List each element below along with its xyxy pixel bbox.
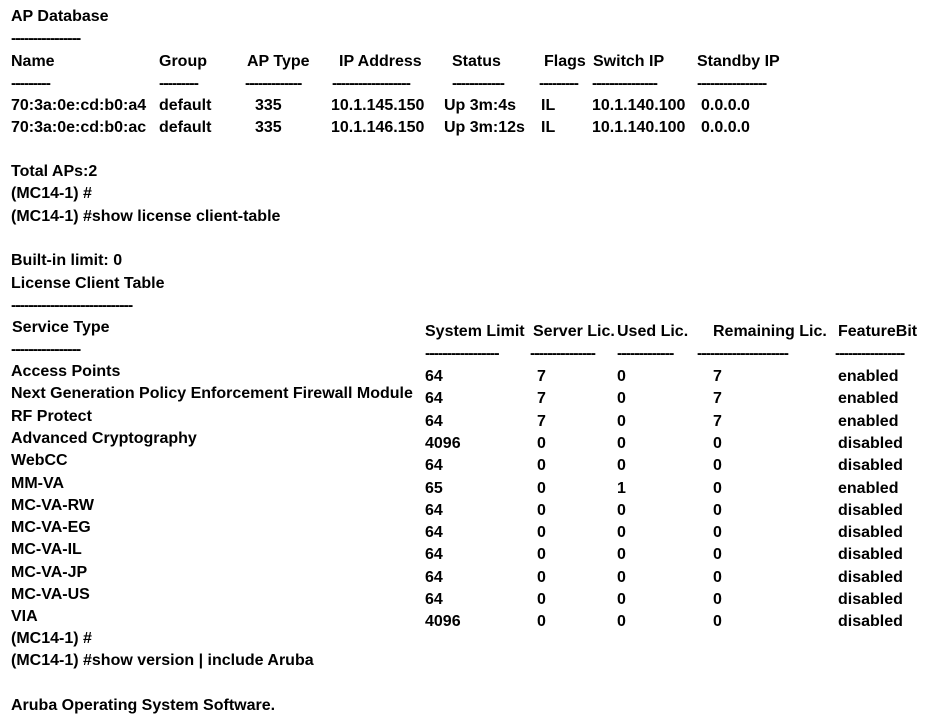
lic-cell-used-lic: 0 — [617, 502, 626, 519]
ap-dash-switchip: --------------- — [592, 75, 657, 92]
lic-cell-featurebit: disabled — [838, 613, 903, 630]
lic-cell-service-type: WebCC — [11, 452, 68, 469]
lic-cell-system-limit: 64 — [425, 390, 443, 407]
lic-cell-remaining-lic: 0 — [713, 591, 722, 608]
ap-row-standbyip: 0.0.0.0 — [701, 97, 750, 114]
ap-col-group: Group — [159, 53, 207, 70]
lic-cell-service-type: MM-VA — [11, 475, 65, 492]
lic-cell-featurebit: enabled — [838, 390, 899, 407]
lic-cell-featurebit: enabled — [838, 413, 899, 430]
ap-dash-group: --------- — [159, 75, 198, 92]
lic-cell-service-type: MC-VA-RW — [11, 497, 94, 514]
lic-cell-system-limit: 64 — [425, 524, 443, 541]
lic-cell-used-lic: 0 — [617, 591, 626, 608]
cli-prompt: (MC14-1) # — [11, 185, 92, 202]
lic-cell-remaining-lic: 7 — [713, 413, 722, 430]
lic-cell-system-limit: 64 — [425, 546, 443, 563]
aos-version-line: Aruba Operating System Software. — [11, 697, 276, 714]
lic-cell-used-lic: 0 — [617, 524, 626, 541]
lic-dash-featurebit: ---------------- — [835, 345, 905, 362]
lic-cell-used-lic: 0 — [617, 435, 626, 452]
lic-cell-server-lic: 0 — [537, 502, 546, 519]
lic-dash-server-lic: --------------- — [530, 345, 595, 362]
lic-dash-used-lic: ------------- — [617, 345, 674, 362]
ap-dash-ip: ------------------ — [332, 75, 410, 92]
lic-cell-server-lic: 0 — [537, 569, 546, 586]
lic-cell-service-type: VIA — [11, 608, 38, 625]
lic-col-used-lic: Used Lic. — [617, 323, 689, 340]
lic-col-service: Service Type — [12, 319, 110, 336]
ap-col-switchip: Switch IP — [593, 53, 665, 70]
cli-prompt: (MC14-1) # — [11, 630, 92, 647]
lic-cell-featurebit: disabled — [838, 457, 903, 474]
ap-row-aptype: 335 — [255, 119, 282, 136]
lic-cell-system-limit: 64 — [425, 368, 443, 385]
ap-dash-aptype: ------------- — [245, 75, 302, 92]
builtin-limit: Built-in limit: 0 — [11, 252, 123, 269]
lic-cell-system-limit: 64 — [425, 413, 443, 430]
lic-cell-remaining-lic: 0 — [713, 546, 722, 563]
lic-cell-server-lic: 0 — [537, 457, 546, 474]
lic-cell-service-type: MC-VA-US — [11, 586, 90, 603]
lic-cell-used-lic: 0 — [617, 546, 626, 563]
lic-cell-remaining-lic: 0 — [713, 435, 722, 452]
lic-cell-remaining-lic: 0 — [713, 457, 722, 474]
lic-cell-remaining-lic: 0 — [713, 569, 722, 586]
ap-row-status: Up 3m:12s — [444, 119, 525, 136]
lic-cell-featurebit: disabled — [838, 591, 903, 608]
ap-col-name: Name — [11, 53, 55, 70]
lic-cell-remaining-lic: 7 — [713, 368, 722, 385]
lic-cell-featurebit: disabled — [838, 569, 903, 586]
lic-cell-server-lic: 7 — [537, 390, 546, 407]
lic-cell-service-type: MC-VA-EG — [11, 519, 91, 536]
ap-row-name: 70:3a:0e:cd:b0:a4 — [11, 97, 147, 114]
lic-cell-system-limit: 65 — [425, 480, 443, 497]
ap-row-name: 70:3a:0e:cd:b0:ac — [11, 119, 147, 136]
lic-cell-featurebit: disabled — [838, 435, 903, 452]
ap-row-switchip: 10.1.140.100 — [592, 119, 686, 136]
lic-cell-used-lic: 0 — [617, 457, 626, 474]
ap-col-status: Status — [452, 53, 501, 70]
ap-dash-standbyip: ---------------- — [697, 75, 767, 92]
ap-col-aptype: AP Type — [247, 53, 310, 70]
ap-row-flags: IL — [541, 119, 556, 136]
ap-row-group: default — [159, 119, 212, 136]
lic-col-remaining-lic: Remaining Lic. — [713, 323, 827, 340]
ap-dash-name: --------- — [11, 75, 50, 92]
lic-cell-remaining-lic: 0 — [713, 480, 722, 497]
lic-cell-service-type: MC-VA-JP — [11, 564, 88, 581]
lic-cell-used-lic: 0 — [617, 613, 626, 630]
lic-cell-service-type: Access Points — [11, 363, 121, 380]
ap-col-standbyip: Standby IP — [697, 53, 780, 70]
ap-dash-status: ------------ — [452, 75, 504, 92]
lic-dash-system-limit: ----------------- — [425, 345, 499, 362]
lic-cell-service-type: Next Generation Policy Enforcement Firewall Module — [11, 385, 413, 402]
ap-row-standbyip: 0.0.0.0 — [701, 119, 750, 136]
ap-row-ip: 10.1.146.150 — [331, 119, 425, 136]
lic-cell-service-type: MC-VA-IL — [11, 541, 82, 558]
lic-cell-system-limit: 64 — [425, 569, 443, 586]
license-title-underline: ---------------------------- — [11, 297, 133, 314]
lic-cell-remaining-lic: 0 — [713, 613, 722, 630]
ap-col-ip: IP Address — [339, 53, 422, 70]
ap-row-aptype: 335 — [255, 97, 282, 114]
lic-col-featurebit: FeatureBit — [838, 323, 918, 340]
lic-cell-server-lic: 7 — [537, 368, 546, 385]
ap-db-title-underline: ---------------- — [11, 30, 81, 47]
lic-cell-server-lic: 0 — [537, 480, 546, 497]
lic-col-server-lic: Server Lic. — [533, 323, 615, 340]
lic-cell-system-limit: 64 — [425, 591, 443, 608]
license-table-title: License Client Table — [11, 275, 165, 292]
lic-cell-featurebit: enabled — [838, 368, 899, 385]
lic-cell-system-limit: 64 — [425, 502, 443, 519]
lic-cell-used-lic: 1 — [617, 480, 626, 497]
ap-total: Total APs:2 — [11, 163, 98, 180]
lic-cell-service-type: Advanced Cryptography — [11, 430, 197, 447]
cli-command-license: (MC14-1) #show license client-table — [11, 208, 281, 225]
lic-dash-remaining-lic: --------------------- — [697, 345, 788, 362]
lic-cell-service-type: RF Protect — [11, 408, 92, 425]
lic-cell-featurebit: disabled — [838, 546, 903, 563]
lic-cell-system-limit: 4096 — [425, 613, 461, 630]
lic-cell-server-lic: 0 — [537, 435, 546, 452]
lic-cell-used-lic: 0 — [617, 368, 626, 385]
lic-cell-remaining-lic: 0 — [713, 502, 722, 519]
lic-cell-used-lic: 0 — [617, 390, 626, 407]
lic-cell-server-lic: 0 — [537, 591, 546, 608]
lic-cell-server-lic: 0 — [537, 613, 546, 630]
ap-row-status: Up 3m:4s — [444, 97, 517, 114]
lic-dash-service: ---------------- — [11, 341, 81, 358]
lic-cell-featurebit: disabled — [838, 502, 903, 519]
lic-cell-server-lic: 0 — [537, 546, 546, 563]
lic-cell-system-limit: 64 — [425, 457, 443, 474]
ap-db-title: AP Database — [11, 8, 109, 25]
ap-row-ip: 10.1.145.150 — [331, 97, 425, 114]
lic-cell-system-limit: 4096 — [425, 435, 461, 452]
lic-cell-featurebit: disabled — [838, 524, 903, 541]
lic-cell-used-lic: 0 — [617, 413, 626, 430]
lic-col-system-limit: System Limit — [425, 323, 525, 340]
ap-row-group: default — [159, 97, 212, 114]
lic-cell-used-lic: 0 — [617, 569, 626, 586]
ap-dash-flags: --------- — [539, 75, 578, 92]
ap-row-switchip: 10.1.140.100 — [592, 97, 686, 114]
cli-command-version: (MC14-1) #show version | include Aruba — [11, 652, 314, 669]
lic-cell-featurebit: enabled — [838, 480, 899, 497]
lic-cell-remaining-lic: 0 — [713, 524, 722, 541]
ap-col-flags: Flags — [544, 53, 586, 70]
lic-cell-server-lic: 7 — [537, 413, 546, 430]
lic-cell-remaining-lic: 7 — [713, 390, 722, 407]
lic-cell-server-lic: 0 — [537, 524, 546, 541]
ap-row-flags: IL — [541, 97, 556, 114]
